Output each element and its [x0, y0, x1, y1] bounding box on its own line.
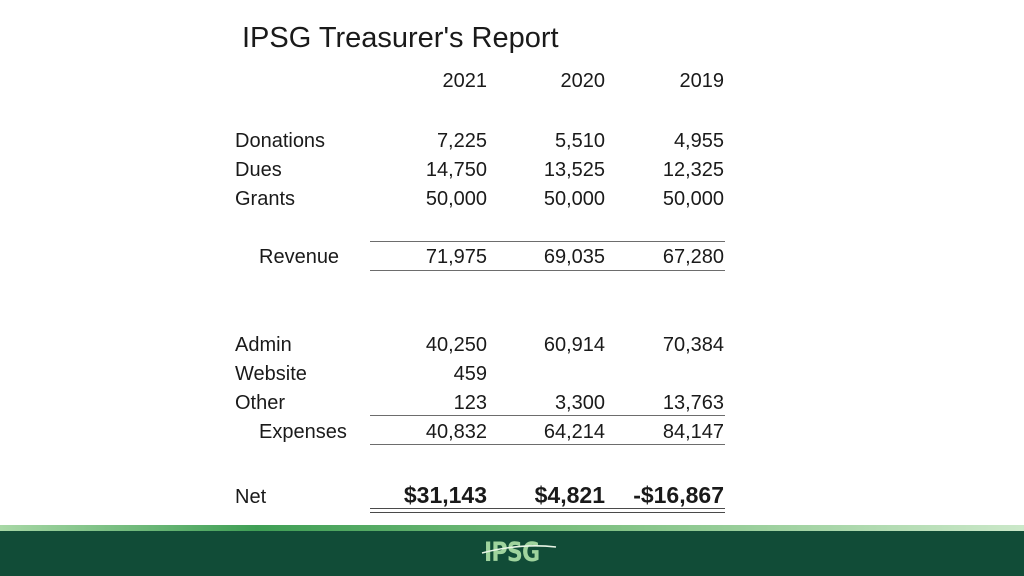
cell-2019: 70,384 — [662, 334, 724, 356]
cell-2021: 40,250 — [425, 334, 487, 356]
year-header-2020: 2020 — [560, 70, 605, 92]
cell-2020: 64,214 — [543, 421, 605, 443]
cell-2019: 50,000 — [662, 188, 724, 210]
cell-2019: 84,147 — [662, 421, 724, 443]
row-label: Grants — [235, 188, 296, 210]
row-label: Revenue — [259, 246, 340, 268]
cell-2019: 67,280 — [662, 246, 724, 268]
cell-2020: 69,035 — [543, 246, 605, 268]
expenses-bottom-rule — [370, 444, 725, 445]
cell-2021: 14,750 — [425, 159, 487, 181]
cell-2020: 60,914 — [543, 334, 605, 356]
cell-2021: 7,225 — [436, 130, 487, 152]
net-double-rule — [370, 508, 725, 513]
cell-2021: 123 — [453, 392, 487, 414]
logo-swoosh-icon — [480, 537, 560, 571]
cell-2020: 5,510 — [554, 130, 605, 152]
revenue-bottom-rule — [370, 270, 725, 271]
revenue-top-rule — [370, 241, 725, 242]
cell-2019: 13,763 — [662, 392, 724, 414]
row-label: Dues — [235, 159, 282, 181]
net-2021: $31,143 — [403, 482, 487, 508]
logo-text: IPSG — [484, 537, 540, 568]
cell-2021: 50,000 — [425, 188, 487, 210]
ipsg-logo — [480, 537, 560, 571]
row-label: Expenses — [259, 421, 347, 443]
row-label: Admin — [235, 334, 292, 356]
cell-2019: 4,955 — [673, 130, 724, 152]
row-label: Net — [235, 486, 267, 508]
row-label: Website — [235, 363, 307, 385]
cell-2019: 12,325 — [662, 159, 724, 181]
cell-2020: 50,000 — [543, 188, 605, 210]
expenses-top-rule — [370, 415, 725, 416]
row-label: Donations — [235, 130, 326, 152]
year-header-2021: 2021 — [442, 70, 487, 92]
net-2020: $4,821 — [534, 482, 605, 508]
cell-2020: 13,525 — [543, 159, 605, 181]
cell-2020: 3,300 — [554, 392, 605, 414]
row-label: Other — [235, 392, 286, 414]
net-2019: -$16,867 — [633, 482, 724, 508]
report-title: IPSG Treasurer's Report — [242, 22, 559, 54]
cell-2021: 40,832 — [425, 421, 487, 443]
cell-2021: 71,975 — [425, 246, 487, 268]
cell-2021: 459 — [453, 363, 487, 385]
year-header-2019: 2019 — [679, 70, 724, 92]
